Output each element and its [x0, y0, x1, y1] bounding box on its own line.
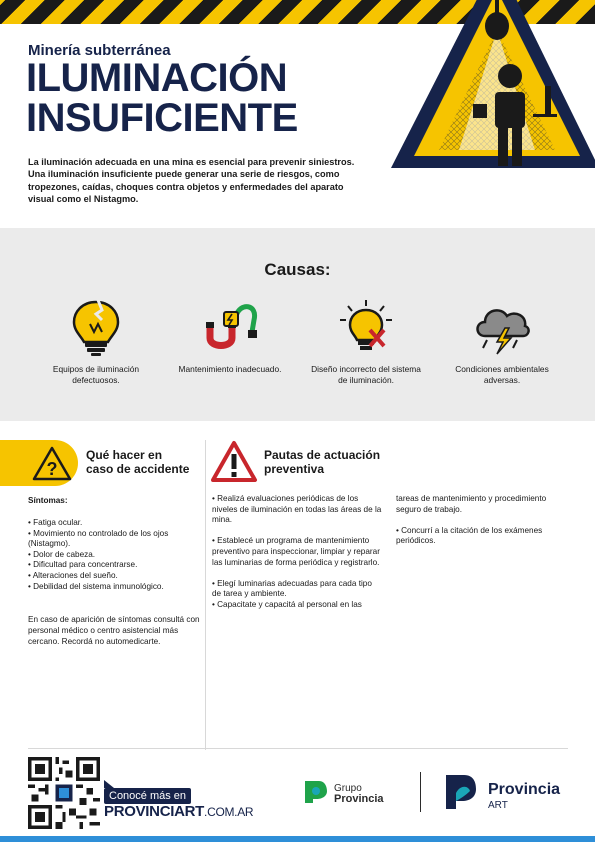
cause-item-environment	[442, 298, 562, 385]
guidelines-column-1	[212, 494, 382, 621]
list-item: tareas de mantenimiento y procedimiento seguro de trabajo.	[396, 494, 547, 514]
list-item: • Concurrí a la citación de los exámenes periódicos.	[396, 525, 543, 546]
storm-cloud-icon	[471, 298, 533, 358]
provincia-art-logo	[444, 773, 478, 811]
list-item: • Debilidad del sistema inmunológico.	[28, 581, 164, 591]
warning-exclamation-icon	[210, 440, 258, 484]
website-bold: PROVINCIART	[104, 803, 205, 820]
website-rest: .COM.AR	[204, 805, 254, 819]
list-item: • Establecé un programa de mantenimiento preventivo para inspeccionar, limpiar y reparar las luminarias de forma periódica y registrarlo.	[212, 536, 380, 567]
list-item: • Movimiento no controlado de los ojos (Nistagmo).	[28, 528, 169, 549]
list-item: • Dificultad para concentrarse.	[28, 560, 138, 570]
provincia-art-name: Provincia	[488, 781, 561, 798]
footer-divider	[28, 748, 568, 749]
symptoms-title: Síntomas:	[28, 496, 68, 505]
magnet-plug-icon	[200, 298, 260, 358]
cta-arrow-icon	[104, 780, 114, 788]
title-line-2: INSUFICIENTE	[26, 96, 298, 140]
provincia-art-suffix: ART	[488, 800, 508, 811]
qr-code-icon[interactable]	[28, 757, 100, 829]
list-item: • Fatiga ocular.	[28, 518, 83, 527]
warning-sign-illustration	[385, 0, 595, 200]
warning-question-icon	[32, 446, 72, 482]
logo-separator	[420, 772, 421, 812]
accident-header	[0, 440, 195, 486]
symptoms-list	[28, 518, 198, 592]
cta-label[interactable]: Conocé más en	[104, 788, 191, 804]
list-item: • Elegí luminarias adecuadas para cada tipo de tarea y ambiente.	[212, 578, 372, 599]
cause-label: Equipos de iluminación defectuosos.	[52, 364, 140, 385]
title-line-1: ILUMINACIÓN	[26, 56, 288, 100]
cause-item-defective-equipment	[36, 298, 156, 385]
cause-item-design	[306, 298, 426, 385]
column-divider	[205, 440, 206, 750]
cause-label: Diseño incorrecto del sistema de iluminación.	[311, 364, 421, 385]
cause-item-maintenance	[170, 298, 290, 375]
causes-section	[0, 228, 595, 421]
subtitle: Minería subterránea	[28, 42, 171, 59]
intro-text: La iluminación adecuada en una mina es esencial para prevenir siniestros. Una iluminación insuficiente puede generar una serie de riesgos, como tropezones, caídas, choques contra objetos y enfermedades del aparato visual como el Nistagmo.	[28, 157, 355, 205]
grupo-provincia-logo	[303, 779, 329, 805]
cause-label: Mantenimiento inadecuado.	[178, 364, 282, 374]
accident-title: Qué hacer en caso de accidente	[86, 448, 190, 476]
grupo-provincia-text: Grupo Provincia	[334, 783, 384, 805]
website-link[interactable]	[104, 803, 253, 820]
bottom-accent-bar	[0, 836, 595, 842]
list-item: • Realizá evaluaciones periódicas de los niveles de iluminación en todas las áreas de la mina.	[212, 494, 382, 525]
broken-bulb-icon	[68, 298, 124, 358]
page-title	[26, 58, 298, 138]
list-item: • Dolor de cabeza.	[28, 549, 96, 559]
guidelines-header	[210, 440, 410, 486]
accident-header-bar	[0, 440, 78, 486]
svg-text:?: ?	[46, 459, 58, 479]
guidelines-column-2	[396, 494, 566, 558]
list-item: • Alteraciones del sueño.	[28, 570, 118, 580]
guidelines-title: Pautas de actuación preventiva	[264, 448, 381, 476]
symptoms-note: En caso de aparición de síntomas consultá con personal médico o centro asistencial más cercano. Recordá no automedicarte.	[28, 615, 200, 646]
cause-label: Condiciones ambientales adversas.	[455, 364, 549, 385]
causes-title: Causas:	[264, 260, 331, 279]
bulb-cross-icon	[336, 298, 396, 358]
list-item: • Capacitate y capacitá al personal en las	[212, 599, 362, 609]
